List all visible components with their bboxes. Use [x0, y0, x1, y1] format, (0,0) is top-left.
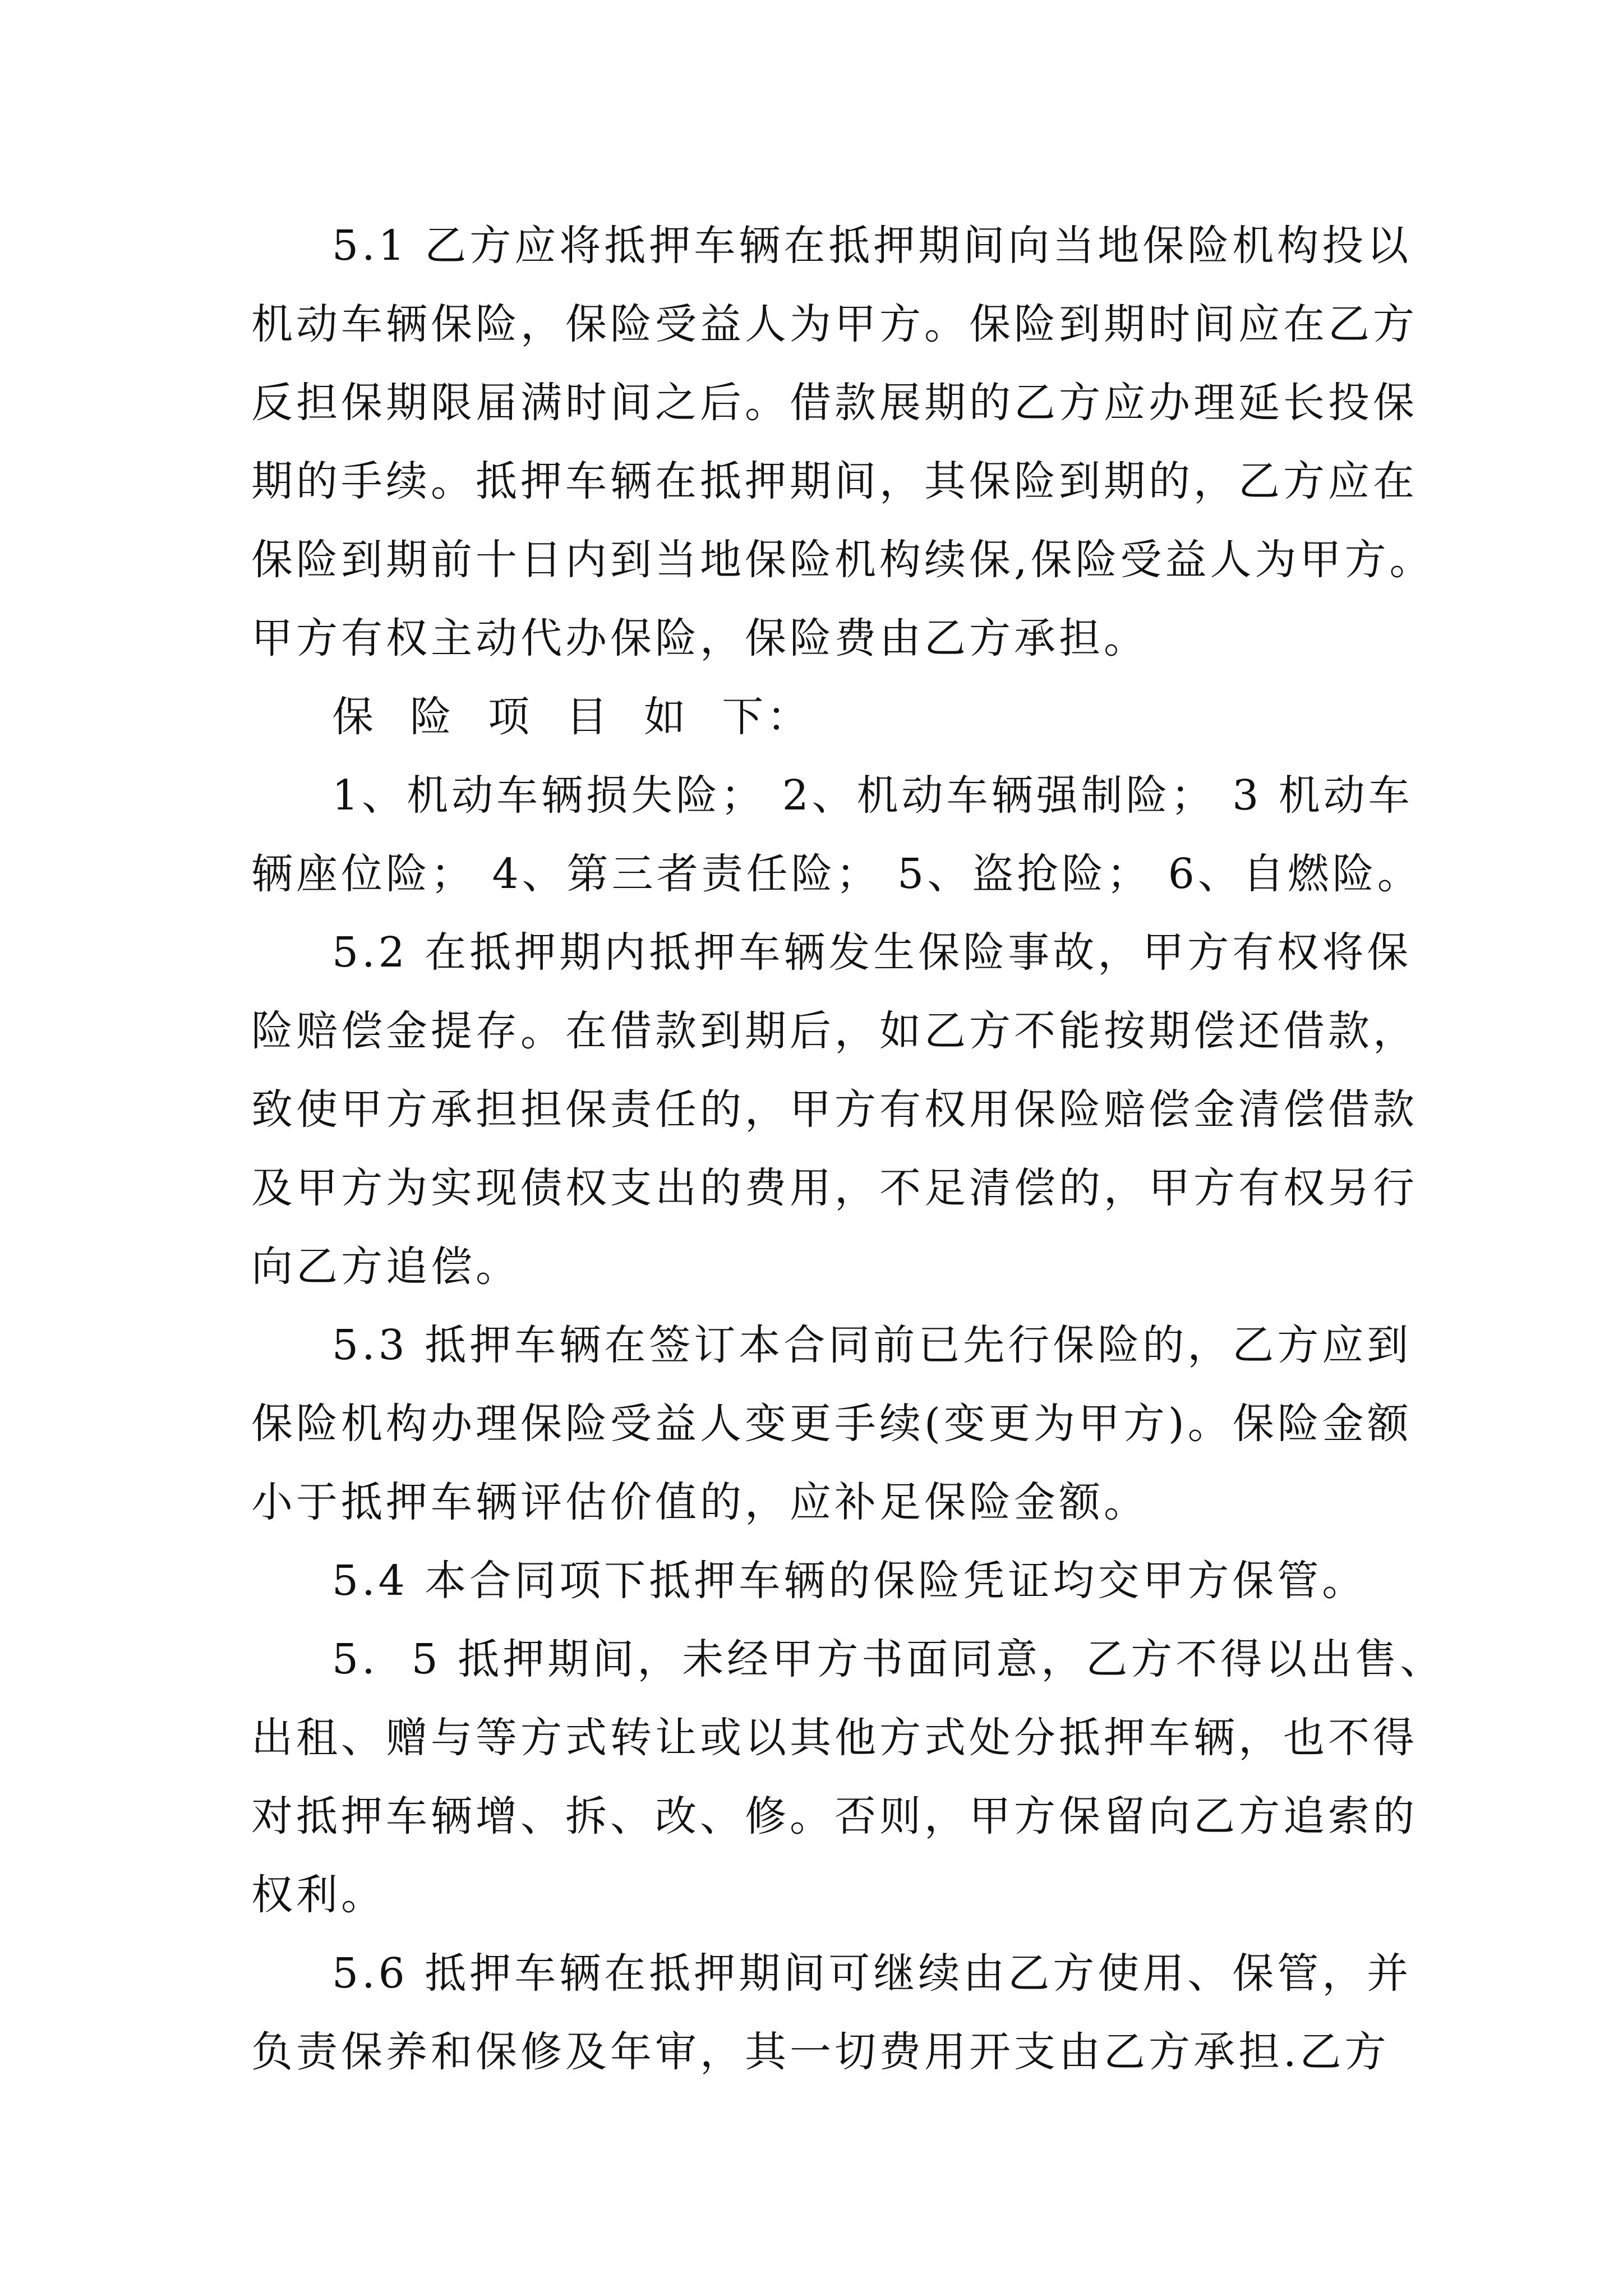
text-line: 向乙方追偿。: [251, 1243, 520, 1291]
text-line: 险赔偿金提存。在借款到期后，如乙方不能按期偿还借款，: [251, 1007, 1418, 1055]
text-line: 期的手续。抵押车辆在抵押期间，其保险到期的，乙方应在: [251, 457, 1418, 505]
text-line: 5.1 乙方应将抵押车辆在抵押期间向当地保险机构投以: [332, 222, 1412, 270]
text-line: 5.3 抵押车辆在签订本合同前已先行保险的，乙方应到: [332, 1321, 1412, 1369]
text-line: 5.4 本合同项下抵押车辆的保险凭证均交甲方保管。: [332, 1557, 1367, 1605]
text-line: 5.6 抵押车辆在抵押期间可继续由乙方使用、保管，并: [332, 1949, 1412, 1998]
text-line: 权利。: [251, 1871, 386, 1919]
text-line: 甲方有权主动代办保险，保险费由乙方承担。: [251, 614, 1149, 662]
text-line: 负责保养和保修及年审，其一切费用开支由乙方承担.乙方: [251, 2028, 1390, 2076]
text-line: 5. 5 抵押期间，未经甲方书面同意，乙方不得以出售、: [332, 1635, 1445, 1683]
text-line: 保 险 项 目 如 下：: [332, 693, 812, 741]
text-line: 1、机动车辆损失险； 2、机动车辆强制险； 3 机动车: [332, 771, 1413, 820]
text-line: 辆座位险； 4、第三者责任险； 5、盗抢险； 6、自燃险。: [251, 850, 1422, 898]
text-line: 5.2 在抵押期内抵押车辆发生保险事故，甲方有权将保: [332, 928, 1412, 977]
text-line: 机动车辆保险，保险受益人为甲方。保险到期时间应在乙方: [251, 300, 1418, 348]
text-line: 小于抵押车辆评估价值的，应补足保险金额。: [251, 1478, 1149, 1526]
text-line: 出租、赠与等方式转让或以其他方式处分抵押车辆，也不得: [251, 1714, 1418, 1762]
text-line: 反担保期限届满时间之后。借款展期的乙方应办理延长投保: [251, 379, 1418, 427]
text-line: 及甲方为实现债权支出的费用，不足清偿的，甲方有权另行: [251, 1164, 1418, 1212]
text-line: 对抵押车辆增、拆、改、修。否则，甲方保留向乙方追索的: [251, 1792, 1418, 1841]
text-line: 保险机构办理保险受益人变更手续(变更为甲方)。保险金额: [251, 1400, 1412, 1448]
text-line: 致使甲方承担担保责任的，甲方有权用保险赔偿金清偿借款: [251, 1085, 1418, 1134]
text-line: 保险到期前十日内到当地保险机构续保,保险受益人为甲方。: [251, 536, 1435, 584]
